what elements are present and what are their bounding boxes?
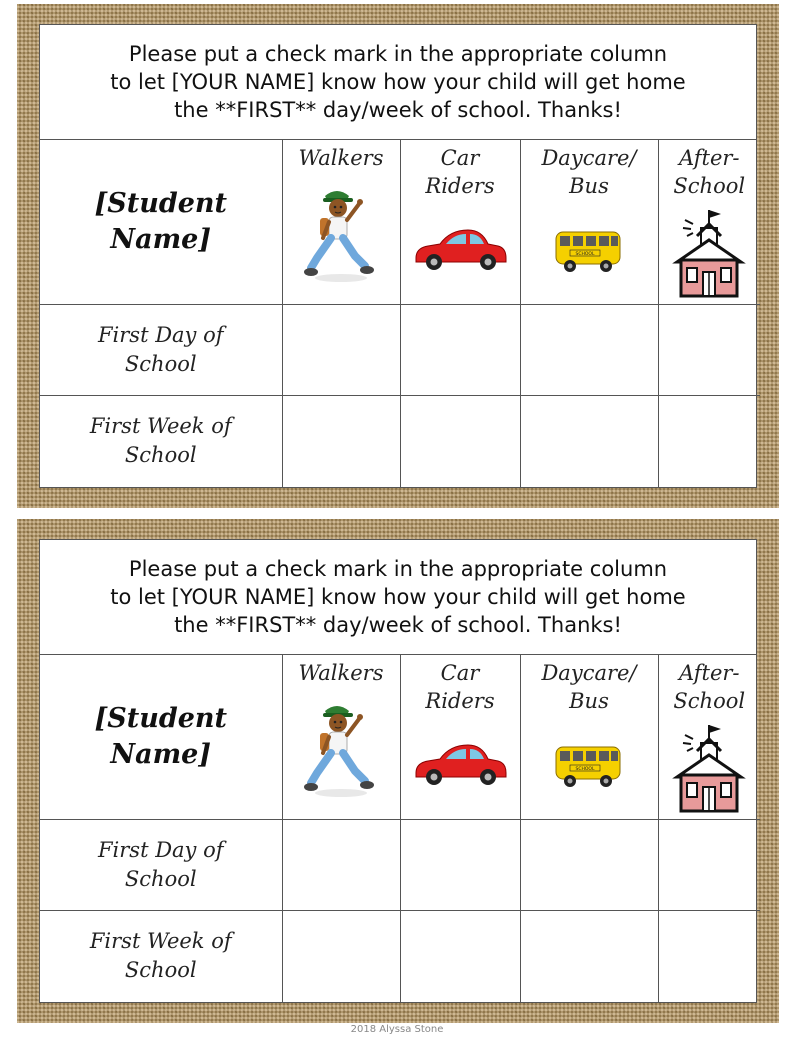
table-row: [40, 911, 760, 1002]
row-first-day-label-1: First Day of: [97, 837, 224, 862]
red-car-icon: [401, 727, 520, 789]
column-car-riders-label-1: Car: [440, 661, 480, 685]
checkbox-cell[interactable]: [400, 819, 520, 910]
instructions-line-3: the **FIRST** day/week of school. Thanks!: [174, 98, 622, 122]
walking-boy-icon: [283, 180, 400, 284]
transport-grid: [40, 655, 760, 1002]
instructions-line-2: to let [YOUR NAME] know how your child will get home: [110, 585, 686, 609]
student-name-cell: [40, 655, 282, 819]
student-name-line-1: [Student: [94, 187, 228, 219]
checkbox-cell[interactable]: [400, 911, 520, 1002]
table-row: [40, 304, 760, 395]
note-sheet: [39, 24, 757, 488]
school-bus-icon: [521, 214, 658, 276]
checkbox-cell[interactable]: [282, 911, 400, 1002]
row-first-day-label: [40, 819, 282, 910]
column-daycare-bus-label-1: Daycare/: [541, 146, 637, 170]
checkbox-cell[interactable]: [400, 396, 520, 487]
student-name-label: [66, 701, 256, 773]
table-row: [40, 396, 760, 487]
checkbox-cell[interactable]: [658, 911, 760, 1002]
checkbox-cell[interactable]: [282, 396, 400, 487]
column-walkers-label: Walkers: [298, 661, 384, 685]
red-car-icon: [401, 212, 520, 274]
column-after-school-label-1: After-: [678, 146, 740, 170]
column-walkers: [282, 655, 400, 819]
schoolhouse-icon: [659, 202, 761, 302]
row-first-week-label-2: School: [124, 443, 197, 468]
checkbox-cell[interactable]: [520, 819, 658, 910]
column-after-school-label-1: After-: [678, 661, 740, 685]
student-name-line-2: Name]: [110, 738, 212, 770]
student-name-line-1: [Student: [94, 702, 228, 734]
row-first-week-label: [40, 396, 282, 487]
checkbox-cell[interactable]: [520, 396, 658, 487]
column-car-riders: [400, 655, 520, 819]
instructions: [40, 25, 756, 140]
header-row: [40, 655, 760, 819]
row-first-week-label-2: School: [124, 958, 197, 983]
row-first-day-label-1: First Day of: [97, 322, 224, 347]
row-first-week-label-1: First Week of: [89, 414, 232, 439]
walking-boy-icon: [283, 695, 400, 799]
note-sheet: [39, 539, 757, 1003]
column-daycare-bus: [520, 655, 658, 819]
row-first-day-label: [40, 304, 282, 395]
column-car-riders-label-2: Riders: [425, 689, 495, 713]
svg-text:SCHOOL: SCHOOL: [575, 767, 595, 772]
row-first-week-label-1: First Week of: [89, 929, 232, 954]
column-daycare-bus-label-1: Daycare/: [541, 661, 637, 685]
column-walkers-label: Walkers: [298, 146, 384, 170]
instructions-line-1: Please put a check mark in the appropriate column: [128, 42, 668, 66]
table-row: [40, 819, 760, 910]
row-first-day-label-2: School: [124, 351, 197, 376]
instructions-line-2: to let [YOUR NAME] know how your child will get home: [110, 70, 686, 94]
note-card-1: [17, 4, 779, 508]
svg-text:SCHOOL: SCHOOL: [575, 252, 595, 257]
checkbox-cell[interactable]: [658, 304, 760, 395]
note-card-2: [17, 519, 779, 1023]
column-car-riders: [400, 140, 520, 304]
checkbox-cell[interactable]: [658, 396, 760, 487]
checkbox-cell[interactable]: [282, 819, 400, 910]
transport-grid: [40, 140, 760, 487]
row-first-day-label-2: School: [124, 866, 197, 891]
column-car-riders-label-2: Riders: [425, 174, 495, 198]
column-after-school-label-2: School: [673, 689, 746, 713]
footer-credit: 2018 Alyssa Stone: [350, 1024, 444, 1035]
student-name-label: [66, 186, 256, 258]
column-daycare-bus-label-2: Bus: [569, 174, 609, 198]
student-name-cell: [40, 140, 282, 304]
column-after-school-label-2: School: [673, 174, 746, 198]
checkbox-cell[interactable]: [282, 304, 400, 395]
student-name-line-2: Name]: [110, 223, 212, 255]
school-bus-icon: [521, 729, 658, 791]
column-walkers: [282, 140, 400, 304]
checkbox-cell[interactable]: [658, 819, 760, 910]
column-after-school: [658, 140, 760, 304]
checkbox-cell[interactable]: [520, 304, 658, 395]
schoolhouse-icon: [659, 717, 761, 817]
column-daycare-bus: [520, 140, 658, 304]
checkbox-cell[interactable]: [520, 911, 658, 1002]
checkbox-cell[interactable]: [400, 304, 520, 395]
row-first-week-label: [40, 911, 282, 1002]
instructions-line-3: the **FIRST** day/week of school. Thanks!: [174, 613, 622, 637]
instructions-line-1: Please put a check mark in the appropriate column: [128, 557, 668, 581]
column-after-school: [658, 655, 760, 819]
instructions: [40, 540, 756, 655]
header-row: [40, 140, 760, 304]
column-car-riders-label-1: Car: [440, 146, 480, 170]
column-daycare-bus-label-2: Bus: [569, 689, 609, 713]
